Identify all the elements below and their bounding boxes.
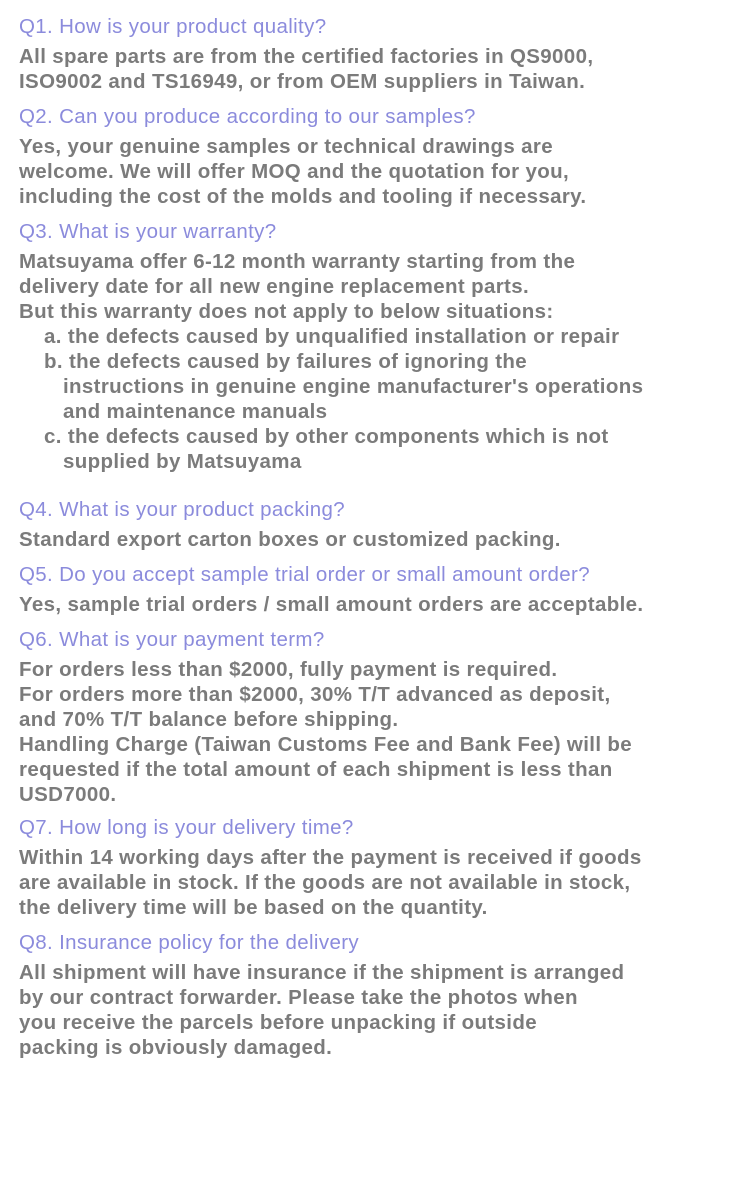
faq-item-q4	[19, 497, 734, 552]
question-heading: Q1. How is your product quality?	[19, 15, 327, 38]
answer-line: the delivery time will be based on the quantity.	[19, 896, 488, 919]
question-heading: Q3. What is your warranty?	[19, 220, 277, 243]
answer-text	[19, 657, 734, 807]
faq-list	[19, 14, 734, 1060]
answer-line: Standard export carton boxes or customized packing.	[19, 528, 561, 551]
question-heading: Q7. How long is your delivery time?	[19, 816, 354, 839]
answer-line: welcome. We will offer MOQ and the quotation for you,	[19, 160, 570, 183]
answer-line: For orders less than $2000, fully payment is required.	[19, 658, 558, 681]
answer-text	[19, 845, 734, 920]
answer-line: But this warranty does not apply to below situations:	[19, 300, 554, 323]
answer-line: Matsuyama offer 6-12 month warranty starting from the	[19, 250, 576, 273]
faq-item-q1	[19, 14, 734, 94]
exception-line: instructions in genuine engine manufacturer's operations	[63, 375, 644, 398]
answer-line: including the cost of the molds and tooling if necessary.	[19, 185, 587, 208]
answer-line: and 70% T/T balance before shipping.	[19, 708, 399, 731]
warranty-exception-a	[19, 324, 734, 349]
answer-line: All spare parts are from the certified factories in QS9000,	[19, 45, 594, 68]
faq-item-q6	[19, 627, 734, 807]
answer-text	[19, 44, 734, 94]
warranty-exception-c	[19, 424, 734, 474]
answer-line: Handling Charge (Taiwan Customs Fee and Bank Fee) will be	[19, 733, 633, 756]
faq-item-q8	[19, 930, 734, 1060]
faq-item-q5	[19, 562, 734, 617]
exception-line: a. the defects caused by unqualified installation or repair	[44, 325, 620, 348]
answer-line: packing is obviously damaged.	[19, 1036, 333, 1059]
faq-item-q7	[19, 815, 734, 920]
answer-line: USD7000.	[19, 783, 117, 806]
answer-text	[19, 960, 734, 1060]
answer-line: delivery date for all new engine replacement parts.	[19, 275, 530, 298]
exception-line: b. the defects caused by failures of ignoring the	[44, 350, 528, 373]
answer-line: Within 14 working days after the payment is received if goods	[19, 846, 642, 869]
faq-item-q3	[19, 219, 734, 474]
question-heading: Q8. Insurance policy for the delivery	[19, 931, 359, 954]
answer-text	[19, 592, 734, 617]
answer-line: Yes, sample trial orders / small amount orders are acceptable.	[19, 593, 644, 616]
exception-line: supplied by Matsuyama	[63, 450, 302, 473]
question-heading: Q4. What is your product packing?	[19, 498, 346, 521]
question-heading: Q5. Do you accept sample trial order or small amount order?	[19, 563, 590, 586]
answer-text	[19, 249, 734, 474]
exception-line: and maintenance manuals	[63, 400, 328, 423]
answer-line: All shipment will have insurance if the shipment is arranged	[19, 961, 625, 984]
answer-line: are available in stock. If the goods are not available in stock,	[19, 871, 631, 894]
answer-line: For orders more than $2000, 30% T/T advanced as deposit,	[19, 683, 611, 706]
question-heading: Q6. What is your payment term?	[19, 628, 325, 651]
answer-line: ISO9002 and TS16949, or from OEM suppliers in Taiwan.	[19, 70, 586, 93]
question-heading: Q2. Can you produce according to our samples?	[19, 105, 476, 128]
answer-text	[19, 134, 734, 209]
faq-item-q2	[19, 104, 734, 209]
answer-line: Yes, your genuine samples or technical drawings are	[19, 135, 553, 158]
answer-text	[19, 527, 734, 552]
warranty-exception-b	[19, 349, 734, 424]
answer-line: requested if the total amount of each shipment is less than	[19, 758, 613, 781]
answer-line: by our contract forwarder. Please take the photos when	[19, 986, 578, 1009]
exception-line: c. the defects caused by other components which is not	[44, 425, 609, 448]
answer-line: you receive the parcels before unpacking if outside	[19, 1011, 537, 1034]
